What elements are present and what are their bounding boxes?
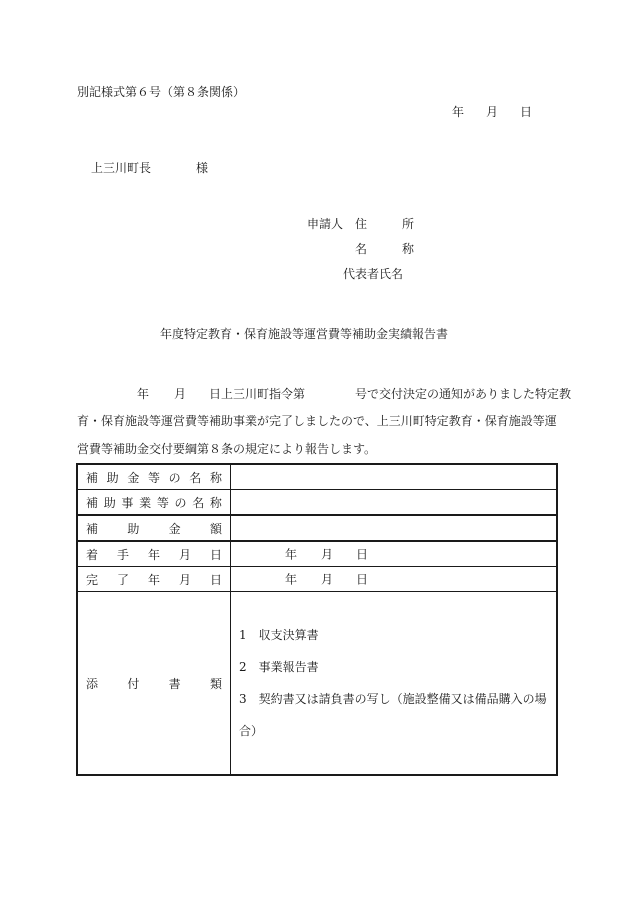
attachments-label: 添 付 書 類 xyxy=(77,592,231,776)
attachments-list xyxy=(231,592,558,776)
form-number: 別記様式第６号（第８条関係） xyxy=(77,85,246,99)
body-line1-rest: 号で交付決定の通知がありました特定教 xyxy=(355,387,572,401)
date-year-label: 年 xyxy=(452,105,465,119)
name-label-1: 名 xyxy=(355,242,368,256)
table-row xyxy=(77,567,557,592)
subsidy-name-label: 補 助 金 等 の 名 称 xyxy=(77,464,231,490)
completion-date-label: 完 了 年 月 日 xyxy=(77,567,231,592)
subsidy-amount-label: 補 助 金 額 xyxy=(77,515,231,541)
table-row xyxy=(77,515,557,541)
body-line3: 営費等補助金交付要綱第８条の規定により報告します。 xyxy=(77,442,377,456)
applicant-label: 申請人 xyxy=(307,217,344,231)
table-row xyxy=(77,541,557,567)
body-month: 月 xyxy=(174,387,187,401)
addressee-name: 上三川町長 xyxy=(91,161,152,175)
body-year: 年 xyxy=(137,387,150,401)
project-name-value[interactable] xyxy=(231,490,558,516)
representative-label: 代表者氏名 xyxy=(343,267,404,281)
subsidy-name-value[interactable] xyxy=(231,464,558,490)
body-directive: 日上三川町指令第 xyxy=(209,387,306,401)
table-row xyxy=(77,592,557,776)
address-label-2: 所 xyxy=(402,217,415,231)
subsidy-amount-value[interactable] xyxy=(231,515,558,541)
attachment-item: 1 収支決算書 xyxy=(239,628,319,642)
document-title: 年度特定教育・保育施設等運営費等補助金実績報告書 xyxy=(160,327,449,341)
addressee-honorific: 様 xyxy=(196,161,209,175)
table-row xyxy=(77,490,557,516)
attachment-item: 2 事業報告書 xyxy=(239,660,319,674)
body-line2: 育・保育施設等運営費等補助事業が完了しましたので、上三川町特定教育・保育施設等運 xyxy=(77,414,557,428)
name-label-2: 称 xyxy=(402,242,415,256)
date-day-label: 日 xyxy=(520,105,533,119)
start-date-value[interactable]: 年 月 日 xyxy=(231,541,558,567)
project-name-label: 補 助 事 業 等 の 名 称 xyxy=(77,490,231,516)
address-label-1: 住 xyxy=(355,217,368,231)
table-row xyxy=(77,464,557,490)
start-date-label: 着 手 年 月 日 xyxy=(77,541,231,567)
date-month-label: 月 xyxy=(486,105,499,119)
report-table xyxy=(76,463,558,776)
completion-date-value[interactable]: 年 月 日 xyxy=(231,567,558,592)
attachment-item: 3 契約書又は請負書の写し（施設整備又は備品購入の場合） xyxy=(239,692,547,738)
